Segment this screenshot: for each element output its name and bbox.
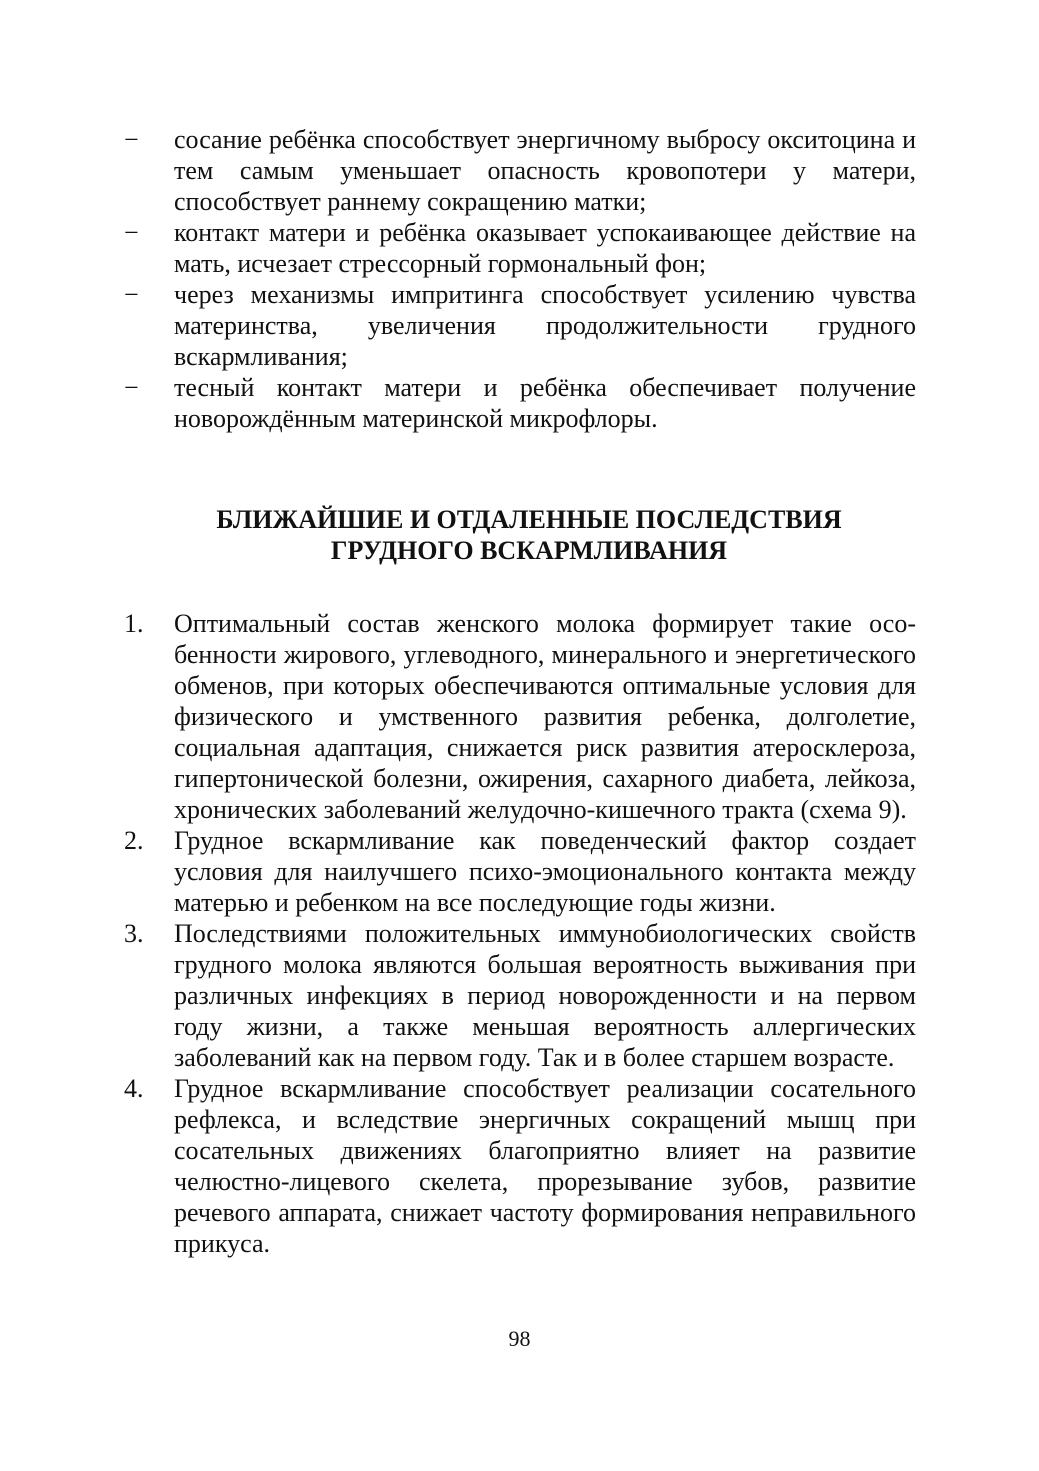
list-item-text: контакт матери и ребёнка оказывает успокаивающее действие на мать, исчезает стрессорный гормональный фон; [174, 218, 916, 278]
page-content [122, 124, 916, 1259]
page-number: 98 [508, 1326, 531, 1351]
list-item [122, 608, 916, 825]
number-marker: 1. [124, 609, 144, 638]
list-item-text: Грудное вскармливание как поведенческий фактор создает условия для наилучшего психо-эмоционального контакта между матерью и ребенком на все последующие годы жизни. [174, 826, 916, 917]
number-marker: 4. [124, 1074, 144, 1103]
number-marker: 2. [124, 826, 144, 855]
section-heading [122, 504, 916, 566]
dash-marker: − [124, 280, 139, 309]
dash-marker: − [124, 125, 139, 154]
dash-marker: − [124, 373, 139, 402]
list-item-text: тесный контакт матери и ребёнка обеспечивает получение новорождённым материнской микрофлоры. [174, 373, 916, 433]
list-item-text: Последствиями положительных иммунобиологических свойств грудного молока являются большая вероятность выживания при различных инфекциях в период новорожденности и на первом году жизни, а также меньшая вероятность аллергических заболеваний как на первом году. Так и в более старшем возрасте. [174, 919, 916, 1072]
list-item-text: Грудное вскармливание способствует реализации сосательного рефлекса, и вследствие энергичных сокращений мышц при сосательных движениях благоприятно влияет на развитие челюстно-лицевого скелета, прорезывание зубов, развитие речевого аппарата, снижает частоту формирования неправильного прикуса. [174, 1074, 916, 1258]
list-item [122, 918, 916, 1073]
list-item [122, 825, 916, 918]
number-marker: 3. [124, 919, 144, 948]
list-item [122, 279, 916, 372]
list-item [122, 124, 916, 217]
bullet-list [122, 124, 916, 434]
list-item-text: через механизмы импритинга способствует усилению чувства материнства, увеличения продолжительности грудного вскармливания; [174, 280, 916, 371]
dash-marker: − [124, 218, 139, 247]
list-item [122, 372, 916, 434]
list-item [122, 217, 916, 279]
list-item-text: Оптимальный состав женского молока формирует такие особенности жирового, углеводного, минерального и энергетического обменов, при которых обеспечиваются оптимальные условия для физического и умственного развития ребенка, долголетие, социальная адаптация, снижается риск развития атеросклероза, гипертонической болезни, ожирения, сахарного диабета, лейкоза, хронических заболеваний желудочно-кишечного тракта (схема 9). [174, 609, 916, 824]
list-item-text: сосание ребёнка способствует энергичному выбросу окситоцина и тем самым уменьшает опасность кровопотери у матери, способствует раннему сокращению матки; [174, 125, 916, 216]
numbered-list [122, 608, 916, 1259]
section-heading-line: БЛИЖАЙШИЕ И ОТДАЛЕННЫЕ ПОСЛЕДСТВИЯ [216, 505, 842, 534]
section-heading-line: ГРУДНОГО ВСКАРМЛИВАНИЯ [330, 536, 728, 565]
list-item [122, 1073, 916, 1259]
